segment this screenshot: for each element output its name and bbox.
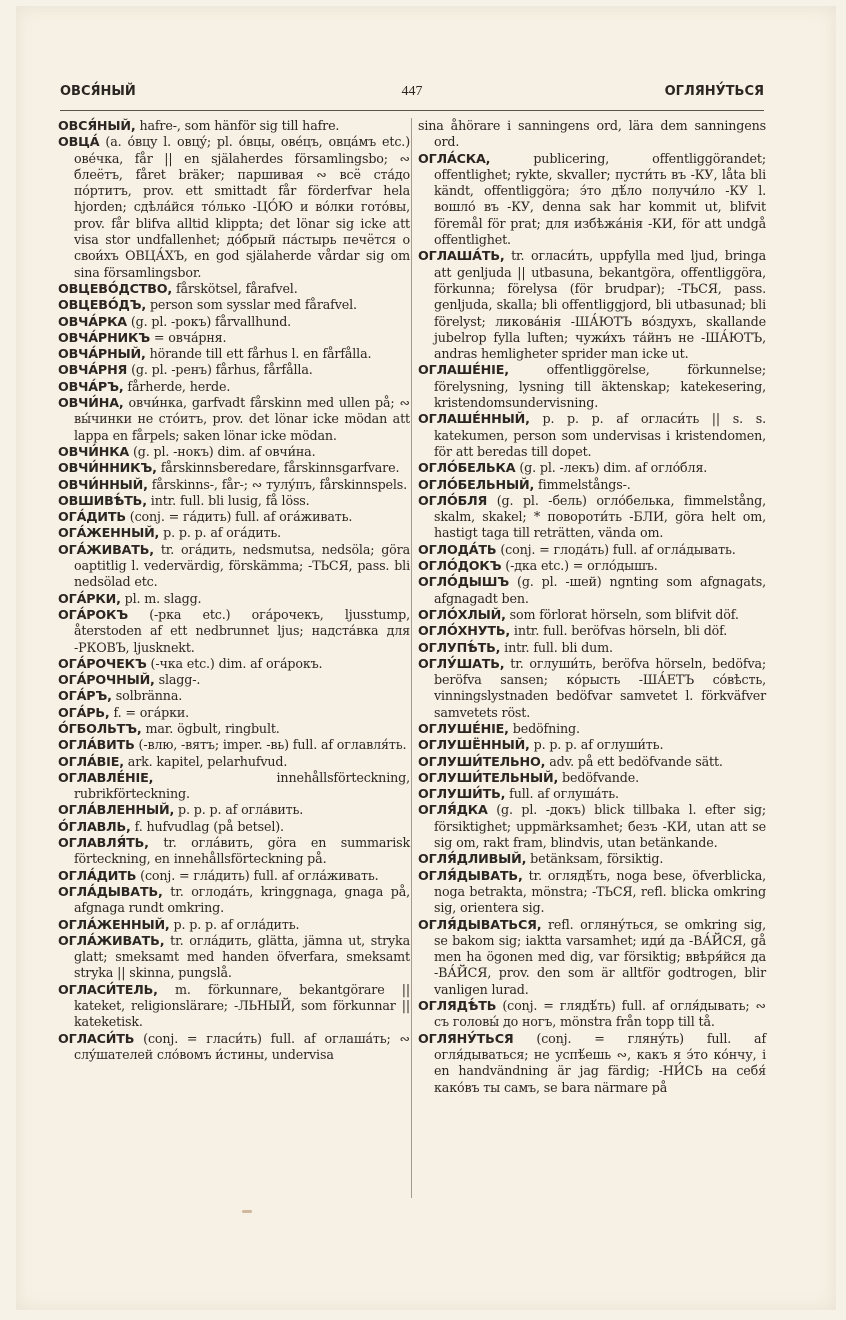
entry-headword: ОГЛУШЁННЫЙ, (418, 737, 530, 753)
entry-headword: ОГЛО́ХЛЫЙ, (418, 606, 506, 622)
entry-definition: fårskinnsberedare, fårskinnsgarfvare. (160, 460, 400, 476)
entry-definition: p. p. p. af ога́дить. (163, 525, 282, 541)
entry-headword: ОГЛУШЕ́НІЕ, (418, 720, 509, 736)
entry-definition: (g. pl. -нокъ) dim. af овчи́на. (132, 443, 316, 459)
entry-definition: full. af оглуша́ть. (509, 786, 619, 802)
dictionary-entry (418, 851, 766, 867)
entry-headword: ОГЛА́ВИТЬ (58, 737, 135, 753)
page-number: 447 (401, 84, 423, 99)
dictionary-entry (418, 558, 766, 574)
entry-definition: tr. ога́дить, nedsmutsa, nedsöla; göra oaptitlig l. vedervärdig, förskämma; -ТЬСЯ, pass. bli nedsölad etc. (74, 541, 410, 590)
entry-definition: bedöfvande. (562, 769, 640, 785)
entry-headword: ОГЛЯ́ДЫВАТЬ, (418, 867, 523, 883)
entry-definition: bedöfning. (512, 720, 580, 736)
dictionary-entry (418, 118, 766, 151)
ink-mark (242, 1210, 252, 1213)
entry-headword: ОВЧИ́ННЫЙ, (58, 476, 148, 492)
entry-definition: refl. огляну́ться, se omkring sig, se bakom sig; iakttа varsamhet; иди́ да -ВА́ЙСЯ, gå men ha ögonen med dig, var försiktig; ввѣря́йся да -ВА́ЙСЯ, prov. den som är alltför godtrogen, blir vanligen lurad. (434, 916, 766, 997)
dictionary-entry (418, 607, 766, 623)
dictionary-entry (58, 314, 410, 330)
dictionary-entry (58, 688, 410, 704)
entry-headword: ОВЦА́ (58, 134, 100, 150)
dictionary-entry (418, 477, 766, 493)
running-header (60, 84, 764, 106)
entry-definition: betänksam, försiktig. (530, 851, 664, 867)
dictionary-entry (418, 754, 766, 770)
entry-headword: ОВЧА́РКА (58, 313, 127, 329)
entry-headword: ОВЧИ́НКА (58, 443, 130, 459)
entry-headword: ОГЛО́БЛЯ (418, 492, 488, 508)
entry-headword: ОГА́ЖИВАТЬ, (58, 541, 154, 557)
dictionary-entry (58, 721, 410, 737)
entry-definition: (g. pl. -шей) ngnting som afgnagats, afgnagadt ben. (434, 574, 766, 606)
entry-definition: (-влю, -вятъ; imper. -вь) full. af оглавля́ть. (138, 737, 407, 753)
entry-definition: m. förkunnare, bekantgörare || kateket, religionslärare; -ЛЬНЫЙ, som förkunnar || kateketisk. (74, 981, 410, 1030)
dictionary-entry (418, 248, 766, 362)
dictionary-entry (58, 379, 410, 395)
dictionary-entry (418, 411, 766, 460)
dictionary-entry (58, 982, 410, 1031)
entry-definition: p. p. p. af огласи́ть || s. s. katekumen, person som undervisas i kristendomen, för att beredas till dopet. (434, 411, 766, 459)
entry-headword: ОГА́РОЧНЫЙ, (58, 672, 155, 688)
dictionary-entry (58, 868, 410, 884)
entry-definition: p. p. p. af огла́дить. (173, 916, 300, 932)
dictionary-entry (58, 819, 410, 835)
entry-headword: ОГЛЯНУ́ТЬСЯ (418, 1030, 514, 1046)
dictionary-entry (58, 444, 410, 460)
entry-headword: ОГЛА́СКА, (418, 150, 491, 166)
dictionary-entry (418, 623, 766, 639)
dictionary-entry (58, 281, 410, 297)
dictionary-entry (418, 362, 766, 411)
header-left-word: ОВСЯ́НЫЙ (60, 84, 136, 99)
entry-headword: ОГЛЯ́ДЛИВЫЙ, (418, 851, 527, 867)
entry-headword: ОГЛУШИ́ТЕЛЬНО, (418, 753, 546, 769)
entry-definition: tr. оглядѣ́ть, noga bese, öfverblicka, noga betrakta, mönstra; -ТЬСЯ, refl. blicka omkring sig, orientera sig. (434, 867, 766, 916)
entry-definition: publicering, offentliggörandet; offentlighet; rykte, skvaller; пусти́ть въ -КУ, låta bli kändt, offentliggöra; э́то дѣ́ло получи́ло -КУ l. вошло́ въ -КУ, denna sak har kommit ut, blifvit föremål för prat; для избѣжа́нія -КИ, för att undgå offentlighet. (434, 150, 766, 248)
entry-headword: ОГЛАШЕ́ННЫЙ, (418, 411, 530, 427)
entry-headword: ОГА́РЬ, (58, 704, 110, 720)
entry-definition: tr. огла́вить, göra en summarisk förteckning, en innehållsförteckning på. (74, 835, 411, 867)
entry-headword: ОГЛАВЛЯ́ТЬ, (58, 835, 149, 851)
entry-definition: adv. på ett bedöfvande sätt. (549, 753, 723, 769)
dictionary-entry (418, 802, 766, 851)
dictionary-entry (58, 607, 410, 656)
entry-headword: ОГЛА́ВЛЕННЫЙ, (58, 802, 175, 818)
entry-headword: ОГЛА́ДЫВАТЬ, (58, 883, 163, 899)
entry-definition: (-чка etc.) dim. af ога́рокъ. (150, 655, 323, 671)
entry-headword: ОГЛУПѢ́ТЬ, (418, 639, 501, 655)
entry-definition: (a. о́вцу l. овцу́; pl. о́вцы, ове́цъ, овца́мъ etc.) ове́чка, får || en själaherdes församlingsbo; ∾ блеётъ, fåret bräker; паршивая ∾ всё ста́до по́ртитъ, prov. ett smittadt får förderfvar hela hjorden; сдѣла́йся то́лько -ЦО́Ю и во́лки гото́вы, prov. får blifva alltid klippta; det lönar sig icke att visa stor undfallenhet; до́брый па́стырь печётся о свои́хъ ОВЦА́ХЪ, en god själaherde vårdar sig om sina församlingsbor. (74, 134, 410, 280)
dictionary-entry (58, 134, 410, 281)
entry-definition: овчи́нка, garfvadt fårskinn med ullen på; ∾ вы́чинки не сто́итъ, prov. det lönar icke mödan att lappa en fårpels; saken lönar icke mödan. (74, 395, 410, 443)
entry-definition: p. p. p. af огла́вить. (178, 802, 304, 818)
entry-definition: (g. pl. -докъ) blick tillbaka l. efter sig; försiktighet; uppmärksamhet; безъ -КИ, utan att se sig om, rakt fram, blindvis, utan betänkande. (434, 802, 766, 851)
entry-definition: p. p. p. af оглуши́ть. (533, 737, 664, 753)
dictionary-entry (418, 721, 766, 737)
dictionary-entry (418, 656, 766, 721)
entry-definition: (g. pl. -рокъ) fårvallhund. (130, 313, 292, 329)
entry-definition: tr. оглода́ть, kringgnaga, gnaga på, afgnaga rundt omkring. (74, 883, 410, 916)
dictionary-entry (58, 362, 410, 378)
entry-headword: ОГЛА́ВІЕ, (58, 753, 124, 769)
dictionary-entry (58, 509, 410, 525)
entry-headword: ОГЛЯ́ДКА (418, 802, 488, 818)
dictionary-entry (58, 884, 410, 917)
entry-headword: ОВШИВѢ́ТЬ, (58, 492, 147, 508)
entry-definition: hafre-, som hänför sig till hafre. (139, 118, 340, 133)
dictionary-entry (58, 656, 410, 672)
entry-definition: (-рка etc.) ога́рочекъ, ljusstump, återstoden af ett nedbrunnet ljus; надста́вка для -РКОВЪ, ljusknekt. (74, 606, 410, 655)
dictionary-entry (418, 640, 766, 656)
dictionary-entry (58, 395, 410, 444)
dictionary-entry (418, 574, 766, 607)
dictionary-entry (58, 477, 410, 493)
dictionary-entry (58, 933, 410, 982)
dictionary-entry (58, 770, 410, 803)
dictionary-entry (58, 330, 410, 346)
entry-definition: intr. full. bli lusig, få löss. (150, 492, 310, 508)
entry-definition: (conj. = га́дить) full. af ога́живать. (129, 509, 353, 525)
entry-headword: ОГЛА́ЖЕННЫЙ, (58, 916, 170, 932)
entry-definition: fårherde, herde. (127, 378, 231, 394)
entry-headword: ОГЛА́ДИТЬ (58, 867, 137, 883)
entry-headword: ОВЧА́РЪ, (58, 378, 124, 394)
entry-definition: pl. m. slagg. (124, 590, 202, 606)
dictionary-entry (418, 1031, 766, 1096)
entry-definition: tr. оглуши́ть, beröfva hörseln, bedöfva; beröfva sansen; ко́рысть -ША́ЕТЪ со́вѣсть, vinningslystnaden bedöfvar samvetet l. förkväfver samvetets röst. (434, 655, 766, 720)
dictionary-entry (58, 1031, 410, 1064)
entry-headword: ОГЛЯ́ДЫВАТЬСЯ, (418, 916, 542, 932)
entry-definition: = овча́рня. (153, 329, 227, 345)
entry-headword: ОГЛО́ХНУТЬ, (418, 623, 511, 639)
entry-definition: tr. огла́дить, glätta, jämna ut, stryka glatt; smeksamt med handen öfverfara, smeksamt stryka || skinna, pungslå. (74, 932, 410, 981)
entry-headword: ОГЛУШИ́ТЬ, (418, 786, 506, 802)
entry-headword: ОГЛУ́ШАТЬ, (418, 655, 505, 671)
entry-definition: intr. full. beröfvas hörseln, bli döf. (513, 623, 728, 639)
entry-definition: sina åhörare i sanningens ord, lära dem sanningens ord. (418, 118, 766, 150)
entry-headword: ОВЦЕВО́ДСТВО, (58, 280, 173, 296)
entry-definition: person som sysslar med fårafvel. (149, 297, 357, 313)
dictionary-entry (418, 868, 766, 917)
entry-headword: ОГЛО́ДОКЪ (418, 558, 502, 574)
entry-definition: (g. pl. -бель) огло́белька, fimmelstång, skalm, skakel; * повороти́ть -БЛИ, göra helt om, hastigt taga till reträtten, vända om. (434, 492, 766, 541)
dictionary-entry (418, 737, 766, 753)
entry-headword: ОГЛАШЕ́НІЕ, (418, 362, 509, 378)
entry-headword: ОГА́РОЧЕКЪ (58, 655, 147, 671)
dictionary-entry (58, 672, 410, 688)
dictionary-entry (58, 802, 410, 818)
entry-headword: ОГЛАВЛЕ́НІЕ, (58, 769, 154, 785)
dictionary-entry (58, 525, 410, 541)
entry-headword: О́ГЛАВЛЬ, (58, 818, 131, 834)
entry-definition: (conj. = глядѣ́ть) full. af огля́дывать; ∾ съ головы́ до ногъ, mönstra från topp till tå. (434, 998, 766, 1030)
entry-headword: ОВЧИ́НА, (58, 395, 124, 411)
entry-headword: ОГЛАСИ́ТЕЛЬ, (58, 981, 158, 997)
entry-headword: ОГА́ДИТЬ (58, 509, 126, 525)
entry-definition: mar. ögbult, ringbult. (145, 720, 280, 736)
entry-headword: ОВЧА́РНЯ (58, 362, 128, 378)
dictionary-entry (418, 493, 766, 542)
dictionary-entry (58, 297, 410, 313)
entry-definition: ark. kapitel, pelarhufvud. (127, 753, 288, 769)
dictionary-entry (58, 542, 410, 591)
entry-definition: intr. full. bli dum. (504, 639, 613, 655)
dictionary-entry (58, 705, 410, 721)
entry-definition: (conj. = гласи́ть) full. af оглаша́ть; ∾ слу́шателей сло́вомъ и́стины, undervisa (74, 1030, 410, 1062)
entry-definition: (conj. = гла́дить) full. af огла́живать. (140, 867, 379, 883)
dictionary-entry (418, 917, 766, 998)
entry-definition: fårskötsel, fårafvel. (175, 280, 298, 296)
header-right-word: ОГЛЯНУ́ТЬСЯ (664, 84, 764, 99)
entry-definition: offentliggörelse, förkunnelse; förelysning, lysning till äktenskap; katekesering, kristendomsundervisning. (434, 362, 766, 411)
entry-definition: solbränna. (115, 688, 183, 704)
entry-definition: som förlorat hörseln, som blifvit döf. (509, 606, 739, 622)
entry-headword: ОГА́РКИ, (58, 590, 121, 606)
entry-definition: f. = ога́рки. (113, 704, 190, 720)
entry-headword: ОВЧА́РНЫЙ, (58, 346, 146, 362)
dictionary-entry (418, 460, 766, 476)
entry-headword: ОВЧА́РНИКЪ (58, 329, 151, 345)
entry-headword: ОГЛЯДѢ́ТЬ (418, 998, 497, 1014)
entry-headword: ОВЧИ́ННИКЪ, (58, 460, 157, 476)
entry-definition: (g. pl. -ренъ) fårhus, fårfålla. (131, 362, 313, 378)
dictionary-entry (58, 118, 410, 134)
entry-headword: ОГЛАША́ТЬ, (418, 248, 505, 264)
dictionary-entry (418, 770, 766, 786)
entry-headword: ОВЦЕВО́ДЪ, (58, 297, 147, 313)
dictionary-entry (58, 460, 410, 476)
entry-headword: О́ГБОЛЬТЪ, (58, 720, 142, 736)
entry-headword: ОГЛОДА́ТЬ (418, 541, 497, 557)
dictionary-entry (58, 917, 410, 933)
dictionary-entry (418, 998, 766, 1031)
dictionary-entry (418, 151, 766, 249)
dictionary-entry (58, 346, 410, 362)
entry-definition: slagg-. (158, 672, 201, 688)
dictionary-entry (58, 591, 410, 607)
dictionary-entry (58, 493, 410, 509)
dictionary-entry (58, 737, 410, 753)
dictionary-entry (418, 542, 766, 558)
right-column (418, 118, 766, 1096)
entry-headword: ОВСЯ́НЫЙ, (58, 118, 136, 133)
entry-definition: tr. огласи́ть, uppfylla med ljud, bringa att genljuda || utbasuna, bekantgöra, offentliggöra, förkunna; förelysa (för brudpar); -ТЬСЯ, pass. genljuda, skalla; bli offentliggjord, bli utbasunad; bli förelyst; ликова́нія -ША́ЮТЪ во́здухъ, skallande jubelrop fylla luften; чужи́хъ та́йнъ не -ША́ЮТЪ, andras hemligheter sprider man icke ut. (434, 248, 766, 362)
header-rule (60, 110, 764, 111)
entry-definition: (conj. = гляну́ть) full. af огля́дываться; не успѣ́ешь ∾, какъ я э́то ко́нчу, i en handvändning är jag färdig; -НИ́СЬ на себя́ како́въ ты самъ, se bara närmare på (434, 1030, 766, 1095)
entry-headword: ОГЛО́БЕЛЬНЫЙ, (418, 476, 535, 492)
entry-definition: (-дка etc.) = огло́дышъ. (505, 558, 658, 574)
entry-definition: hörande till ett fårhus l. en fårfålla. (149, 346, 372, 362)
entry-definition: f. hufvudlag (på betsel). (134, 818, 284, 834)
entry-headword: ОГЛАСИ́ТЬ (58, 1030, 135, 1046)
entry-headword: ОГЛУШИ́ТЕЛЬНЫЙ, (418, 769, 559, 785)
entry-headword: ОГЛА́ЖИВАТЬ, (58, 932, 165, 948)
dictionary-entry (58, 754, 410, 770)
entry-definition: innehållsförteckning, rubrikförteckning. (74, 769, 410, 802)
entry-headword: ОГА́РЪ, (58, 688, 112, 704)
entry-definition: fimmelstångs-. (538, 476, 631, 492)
entry-headword: ОГА́ЖЕННЫЙ, (58, 525, 160, 541)
entry-definition: fårskinns-, får-; ∾ тулу́пъ, fårskinnspels. (151, 476, 408, 492)
entry-headword: ОГЛО́ДЫШЪ (418, 574, 510, 590)
entry-definition: (conj. = глода́ть) full. af огла́дывать. (500, 541, 736, 557)
column-divider (411, 118, 412, 1198)
dictionary-entry (418, 786, 766, 802)
entry-headword: ОГЛО́БЕЛЬКА (418, 460, 516, 476)
entry-headword: ОГА́РОКЪ (58, 606, 129, 622)
dictionary-entry (58, 835, 410, 868)
entry-definition: (g. pl. -лекъ) dim. af огло́бля. (519, 460, 708, 476)
left-column (58, 118, 410, 1063)
